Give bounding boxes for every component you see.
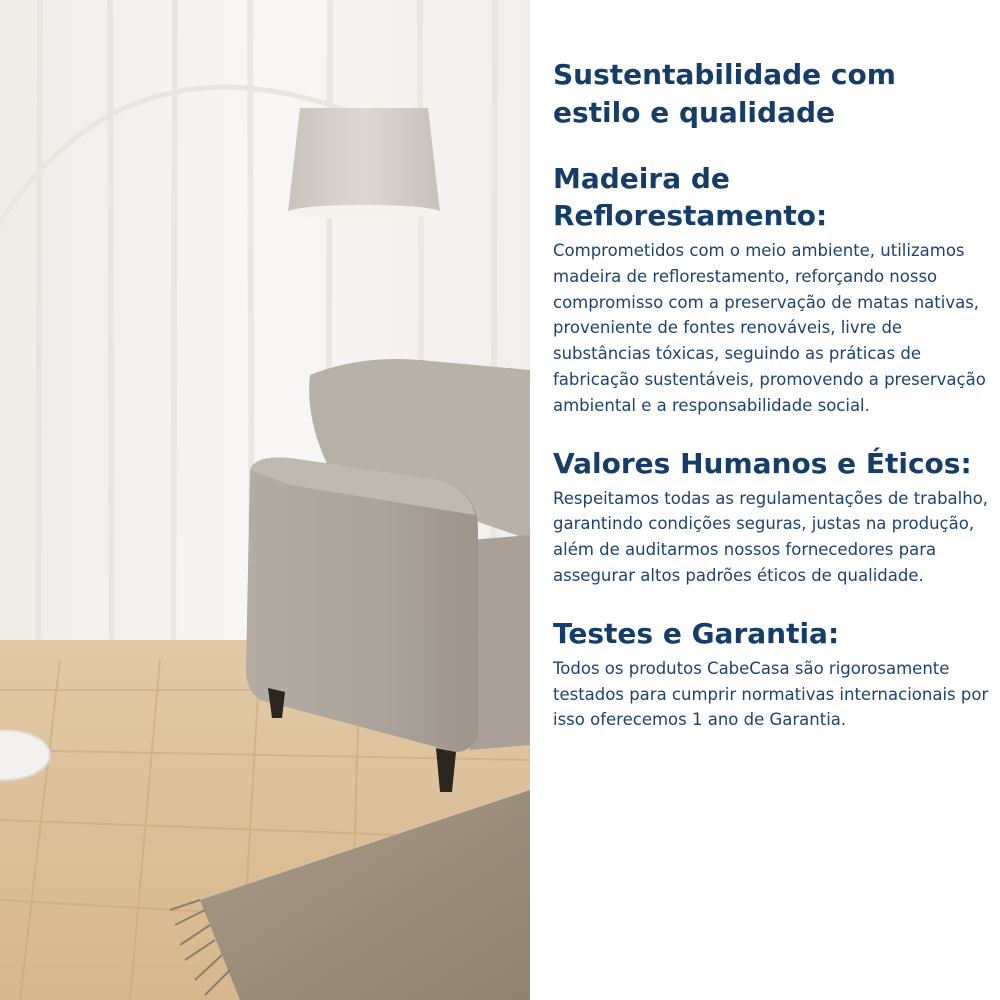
section-body: Comprometidos com o meio ambiente, utilizamos madeira de reflorestamento, reforçando nosso compromisso com a preservação de matas nativas, proveniente de fontes renováveis, livre de substâncias tóxicas, seguindo as práticas de fabricação sustentáveis, promovendo a preservação ambiental e a responsabilidade social. — [553, 241, 986, 415]
section-warranty — [553, 615, 993, 733]
section-title: Valores Humanos e Éticos: — [553, 446, 972, 480]
section-reforestation — [553, 160, 993, 419]
section-body: Todos os produtos CabeCasa são rigorosamente testados para cumprir normativas internacionais por isso oferecemos 1 ano de Garantia. — [553, 658, 989, 730]
section-body: Respeitamos todas as regulamentações de trabalho, garantindo condições seguras, justas na produção, além de auditarmos nossos fornecedores para assegurar altos padrões éticos de qualidade. — [553, 488, 989, 585]
section-ethics — [553, 445, 993, 589]
headline: Sustentabilidade com estilo e qualidade — [553, 58, 896, 129]
text-panel — [553, 56, 993, 759]
section-title: Testes e Garantia: — [553, 616, 840, 650]
section-title: Madeira de Reflorestamento: — [553, 162, 828, 232]
